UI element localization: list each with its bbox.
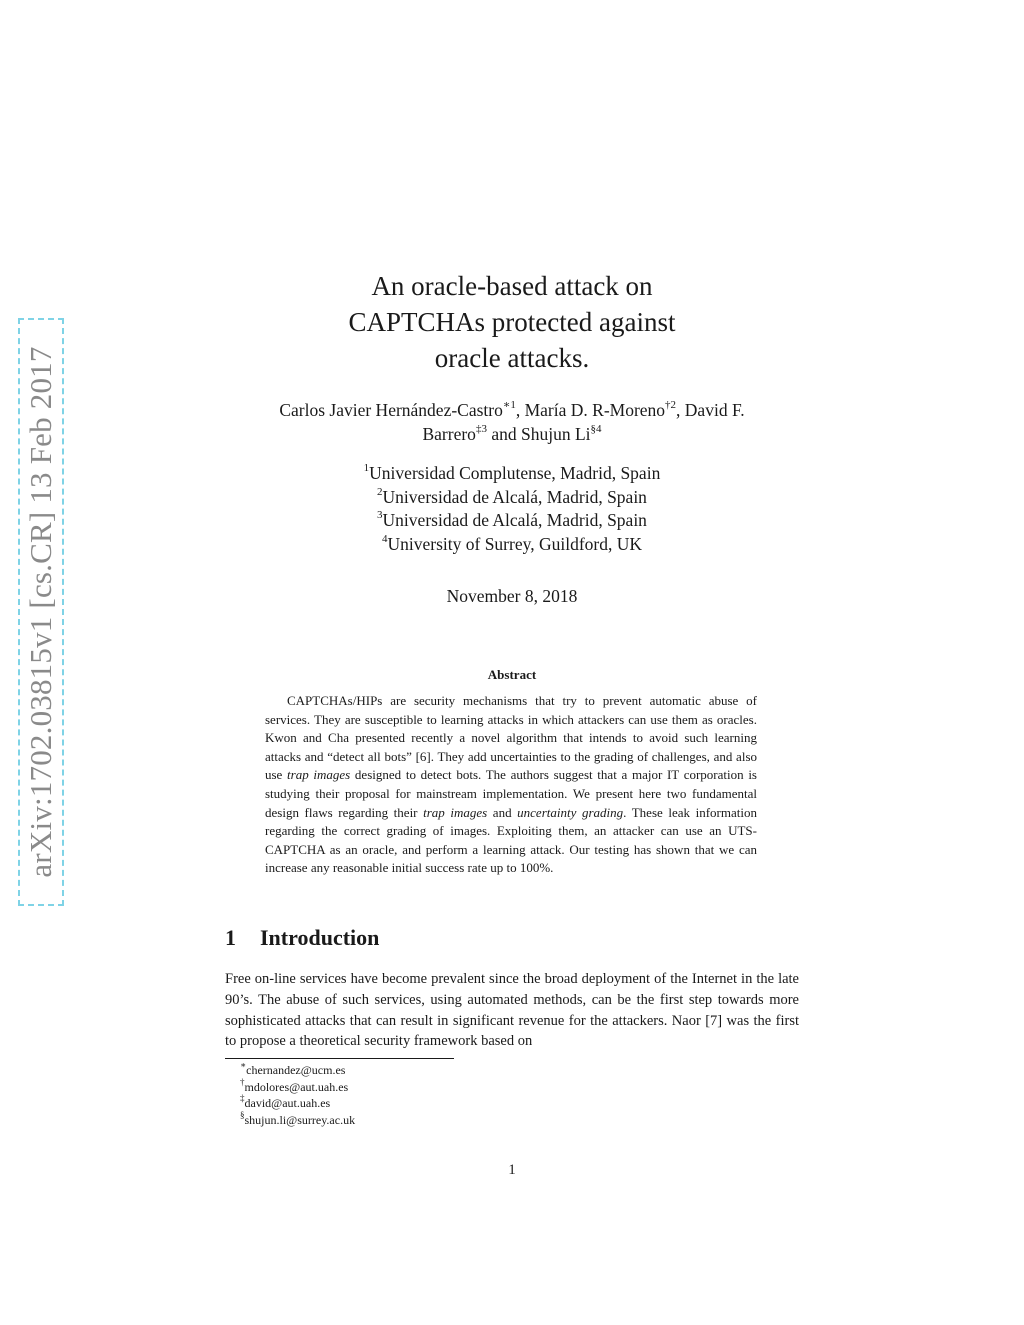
section-number: 1 — [225, 925, 236, 950]
arxiv-identifier: arXiv:1702.03815v1 [cs.CR] 13 Feb 2017 — [23, 346, 58, 878]
affiliation-number: 4 — [381, 532, 388, 545]
author-name: María D. R-Moreno — [524, 400, 666, 420]
paper-date: November 8, 2018 — [446, 586, 578, 606]
footnote-list — [240, 1062, 355, 1128]
footnote-mark: † — [240, 1076, 245, 1087]
affiliation-number: 3 — [377, 509, 383, 522]
footnote — [240, 1076, 355, 1096]
author-mark: ∗1 — [502, 399, 516, 412]
footnote-mark: ∗ — [240, 1060, 247, 1070]
author-name: Barrero — [422, 424, 476, 444]
footnote — [240, 1062, 355, 1079]
footnote-email: david@aut.uah.es — [244, 1096, 331, 1110]
author-name: Carlos Javier Hernández-Castro — [279, 400, 503, 420]
affiliation — [262, 486, 762, 510]
affiliation-text: Universidad Complutense, Madrid, Spain — [369, 463, 661, 483]
footnote-rule — [225, 1058, 454, 1059]
abstract-text: designed to detect bots. The authors suggest that a major IT corporation is studying their proposal for mainstream implementation. We present here two fundamental design flaws regarding their — [265, 767, 757, 820]
abstract-emphasis: trap images — [287, 767, 351, 783]
abstract-emphasis: trap images — [423, 804, 488, 820]
abstract-text: CAPTCHAs/HIPs are security mechanisms that try to prevent automatic abuse of services. They are susceptible to learning attacks in which attackers can use them as oracles. Kwon and Cha presented recently a novel algorithm that intends to avoid such learning attacks and “detect all bots” [6]. They add uncertainties to the grading of challenges, and also use — [265, 693, 757, 783]
page-number: 1 — [508, 1162, 516, 1178]
author-mark: †2 — [665, 399, 677, 412]
affiliation-number: 2 — [377, 485, 383, 498]
author-name: Shujun Li — [520, 424, 591, 444]
footnote — [240, 1095, 355, 1112]
footnote — [240, 1109, 356, 1129]
arxiv-stamp — [18, 318, 64, 906]
affiliation-number: 1 — [363, 462, 370, 475]
abstract-text: and — [487, 804, 518, 820]
affiliation-text: University of Surrey, Guildford, UK — [387, 533, 643, 554]
footnote-email: mdolores@aut.uah.es — [244, 1079, 349, 1094]
title-line: An oracle-based attack on — [371, 271, 653, 301]
affiliation — [262, 533, 762, 557]
introduction-paragraph: Free on-line services have become prevalent since the broad deployment of the Internet in the late 90’s. The abuse of such services, using automated methods, can be the first step towards more sophisticated attacks that can result in significant revenue for the attackers. Naor [7] was the first to propose a theoretical security framework based on — [225, 971, 799, 1050]
footnote-mark: § — [240, 1109, 245, 1120]
abstract-emphasis: uncertainty grading — [517, 804, 624, 820]
title-line: CAPTCHAs protected against — [348, 307, 676, 337]
footnote-email: chernandez@ucm.es — [246, 1063, 346, 1077]
footnote-email: shujun.li@surrey.ac.uk — [244, 1112, 356, 1127]
affiliation-text: Universidad de Alcalá, Madrid, Spain — [382, 486, 647, 507]
section-title: Introduction — [260, 925, 380, 950]
title-line: oracle attacks. — [434, 343, 590, 373]
abstract-heading: Abstract — [487, 667, 537, 682]
author-list: Carlos Javier Hernández-Castro$^{∗1}$, María D. R-Moreno$^{\dagger 2}$, David F. Barrero$^{\ddagger 3}$ and Shujun Li$^{\S 4}$ — [279, 399, 745, 444]
footnote-mark: ‡ — [240, 1093, 245, 1103]
abstract-text: . These leak information regarding the correct grading of images. Exploiting them, an attacker can use an UTS-CAPTCHA as an oracle, and perform a learning attack. Our testing has shown that we can increase any reasonable initial success rate up to 100%. — [265, 804, 757, 876]
section-heading — [225, 925, 379, 951]
author-name: David F. — [684, 400, 745, 420]
author-mark: §4 — [590, 423, 602, 436]
abstract-body — [265, 692, 757, 878]
affiliation — [262, 462, 762, 486]
paper-title — [262, 268, 762, 376]
affiliation-text: Universidad de Alcalá, Madrid, Spain — [382, 510, 647, 530]
author-mark: ‡3 — [475, 423, 487, 436]
affiliation — [262, 509, 762, 533]
affiliation-list — [262, 462, 762, 556]
author-conjunction: and — [491, 424, 517, 444]
